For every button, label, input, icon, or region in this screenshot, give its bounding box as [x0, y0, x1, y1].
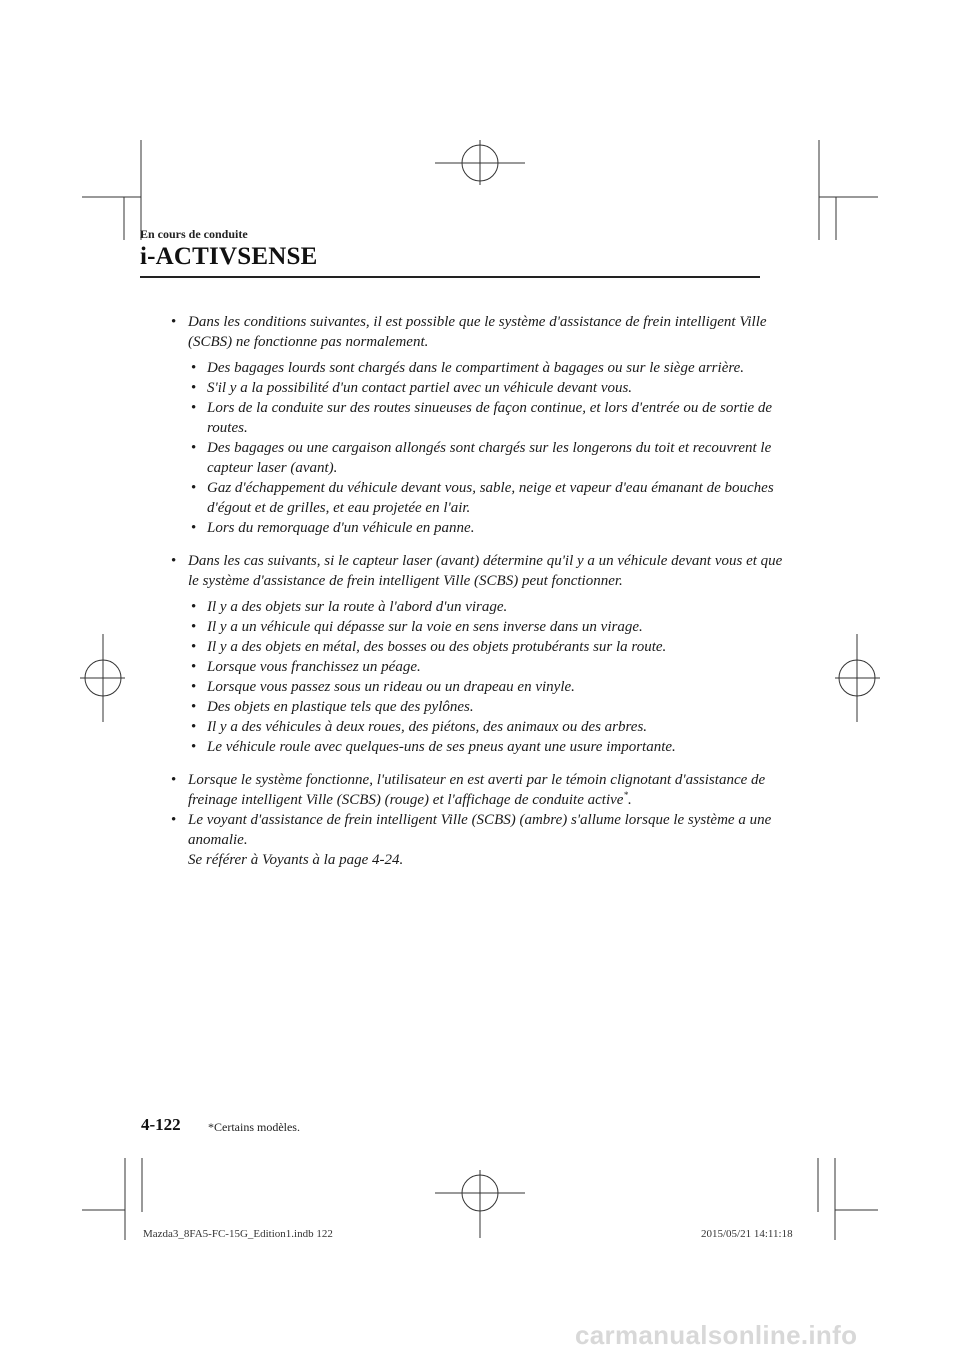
sub-item-text: Il y a des objets sur la route à l'abord d'un virage.: [207, 599, 508, 615]
watermark: carmanualsonline.info: [575, 1320, 858, 1350]
sub-list-item: [187, 637, 790, 657]
bullet-icon: •: [191, 480, 197, 496]
sub-item-text: Il y a un véhicule qui dépasse sur la voie en sens inverse dans un virage.: [207, 619, 643, 635]
bullet-icon: •: [191, 380, 197, 396]
sub-item-text: Le véhicule roule avec quelques-uns de ses pneus ayant une usure importante.: [207, 739, 676, 755]
sub-list-item: [187, 717, 790, 737]
sub-list-item: [187, 358, 790, 378]
model-footnote-mark: *: [623, 790, 628, 800]
sub-list-item: [187, 657, 790, 677]
bullet-text: Le voyant d'assistance de frein intelligent Ville (SCBS) (ambre) s'allume lorsque le système a une anomalie.: [188, 812, 772, 848]
chapter-title: i-ACTIVSENSE: [140, 243, 318, 270]
page-number: 4-122: [141, 1115, 181, 1134]
sub-list-item: [187, 518, 790, 538]
sub-list-item: [187, 398, 790, 438]
sub-item-text: Il y a des objets en métal, des bosses ou des objets protubérants sur la route.: [207, 639, 667, 655]
bullet-icon: •: [191, 360, 197, 376]
title-divider: [140, 276, 760, 278]
bullet-icon: •: [191, 679, 197, 695]
bullet-item: [150, 312, 790, 352]
sub-list-item: [187, 697, 790, 717]
bullet-icon: •: [171, 772, 177, 788]
sub-item-text: Gaz d'échappement du véhicule devant vous, sable, neige et vapeur d'eau émanant de bouches d'égout et de grilles, et eau projetée en l'air.: [207, 480, 774, 516]
sub-item-text: Des objets en plastique tels que des pylônes.: [207, 699, 474, 715]
sub-list-item: [187, 617, 790, 637]
sub-item-text: Des bagages ou une cargaison allongés sont chargés sur les longerons du toit et recouvrent le capteur laser (avant).: [207, 440, 772, 476]
sub-list: [150, 597, 790, 757]
sub-item-text: Des bagages lourds sont chargés dans le compartiment à bagages ou sur le siège arrière.: [207, 360, 745, 376]
bullet-block-warning-light: [150, 810, 790, 870]
bullet-block-notification: [150, 770, 790, 810]
sub-item-text: Lors du remorquage d'un véhicule en panne.: [207, 520, 475, 536]
bullet-icon: •: [191, 719, 197, 735]
sub-list-item: [187, 597, 790, 617]
bullet-icon: •: [171, 314, 177, 330]
section-label: En cours de conduite: [140, 227, 248, 241]
bullet-item: [150, 551, 790, 591]
bullet-text: Lorsque le système fonctionne, l'utilisateur en est averti par le témoin clignotant d'assistance de freinage intelligent Ville (SCBS) (rouge) et l'affichage de conduite active: [188, 772, 766, 808]
bullet-item: [150, 770, 790, 810]
bullet-icon: •: [171, 553, 177, 569]
sub-list-item: [187, 677, 790, 697]
bullet-item: [150, 810, 790, 850]
bullet-icon: •: [191, 599, 197, 615]
bullet-text: Dans les conditions suivantes, il est possible que le système d'assistance de frein intelligent Ville (SCBS) ne fonctionne pas normalement.: [188, 314, 767, 350]
sub-item-text: Il y a des véhicules à deux roues, des piétons, des animaux ou des arbres.: [207, 719, 648, 735]
bullet-block-cases: [150, 551, 790, 757]
sub-list: [150, 358, 790, 538]
bullet-icon: •: [191, 659, 197, 675]
sub-list-item: [187, 378, 790, 398]
sub-item-text: Lorsque vous passez sous un rideau ou un drapeau en vinyle.: [207, 679, 575, 695]
cross-reference: Se référer à Voyants à la page 4-24.: [188, 852, 404, 868]
bullet-icon: •: [191, 699, 197, 715]
bullet-block-conditions: [150, 312, 790, 538]
content-body: [150, 312, 790, 870]
sentence-end: .: [627, 792, 632, 808]
sub-item-text: Lorsque vous franchissez un péage.: [207, 659, 421, 675]
bullet-icon: •: [191, 739, 197, 755]
sub-list-item: [187, 478, 790, 518]
sub-list-item: [187, 438, 790, 478]
sub-item-text: Lors de la conduite sur des routes sinueuses de façon continue, et lors d'entrée ou de sortie de routes.: [207, 400, 773, 436]
bullet-icon: •: [191, 639, 197, 655]
sub-list-item: [187, 737, 790, 757]
bullet-icon: •: [191, 520, 197, 536]
print-timestamp: 2015/05/21 14:11:18: [701, 1228, 793, 1240]
bullet-icon: •: [191, 619, 197, 635]
bullet-text: Dans les cas suivants, si le capteur laser (avant) détermine qu'il y a un véhicule devant vous et que le système d'assistance de frein intelligent Ville (SCBS) peut fonctionner.: [188, 553, 783, 589]
print-file-slug: Mazda3_8FA5-FC-15G_Edition1.indb 122: [143, 1228, 333, 1240]
footnote: *Certains modèles.: [208, 1120, 300, 1134]
bullet-icon: •: [191, 400, 197, 416]
bullet-icon: •: [191, 440, 197, 456]
sub-item-text: S'il y a la possibilité d'un contact partiel avec un véhicule devant vous.: [207, 380, 633, 396]
bullet-icon: •: [171, 812, 177, 828]
